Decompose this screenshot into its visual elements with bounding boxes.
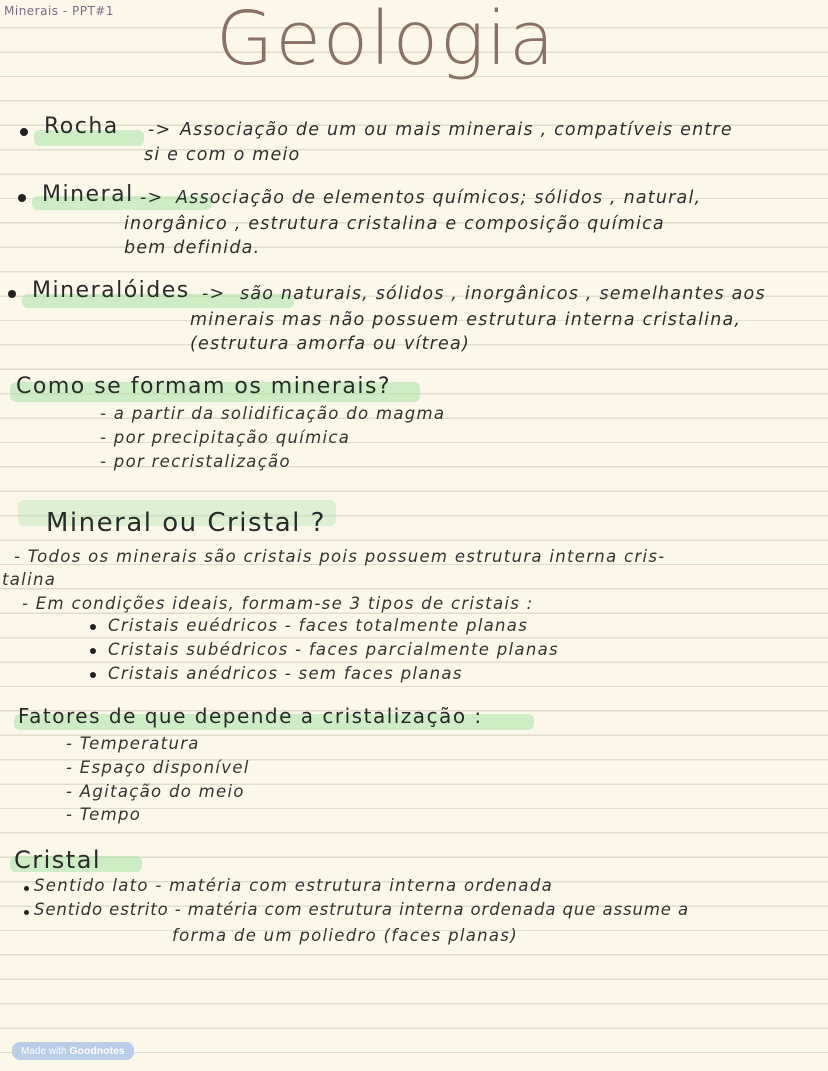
mineraloides-def-line2: minerais mas não possuem estrutura interna cristalina,	[190, 310, 742, 330]
mineral-cristal-line1: - Todos os minerais são cristais pois possuem estrutura interna cris-	[14, 547, 666, 566]
bullet-icon	[18, 194, 26, 202]
fatores-item: - Tempo	[66, 805, 142, 824]
cristal-line3: forma de um poliedro (faces planas)	[172, 926, 518, 945]
mineraloides-def-line3: (estrutura amorfa ou vítrea)	[190, 334, 470, 354]
mineraloides-def-line1: são naturais, sólidos , inorgânicos , semelhantes aos	[240, 284, 766, 304]
goodnotes-badge	[12, 1042, 134, 1060]
cristal-heading: Cristal	[14, 846, 102, 874]
term-mineral: Mineral	[42, 182, 134, 207]
mineral-cristal-line2: talina	[2, 570, 57, 589]
term-rocha: Rocha	[44, 114, 119, 139]
term-mineraloides: Mineralóides	[32, 278, 190, 303]
formacao-item: - por precipitação química	[100, 428, 351, 447]
bullet-icon	[90, 624, 96, 630]
formacao-heading: Como se formam os minerais?	[16, 374, 392, 399]
formacao-item: - a partir da solidificação do magma	[100, 404, 446, 423]
mineral-def-line3: bem definida.	[124, 238, 261, 258]
cristal-line1: Sentido lato - matéria com estrutura interna ordenada	[34, 876, 554, 895]
arrow-rocha: ->	[148, 120, 172, 140]
cristal-type: Cristais anédricos - sem faces planas	[108, 664, 463, 683]
cristal-line2: Sentido estrito - matéria com estrutura interna ordenada que assume a	[34, 900, 690, 919]
bullet-icon	[24, 910, 29, 915]
cristal-type: Cristais euédricos - faces totalmente planas	[108, 616, 529, 635]
mineral-def-line2: inorgânico , estrutura cristalina e composição química	[124, 214, 665, 234]
fatores-item: - Temperatura	[66, 734, 200, 753]
arrow-mineraloides: ->	[202, 284, 226, 304]
bullet-icon	[8, 290, 16, 298]
arrow-mineral: ->	[140, 188, 164, 208]
fatores-heading: Fatores de que depende a cristalização :	[18, 704, 483, 728]
bullet-icon	[24, 886, 29, 891]
bullet-icon	[20, 128, 28, 136]
top-note: Minerais - PPT#1	[4, 4, 114, 18]
footer-brand: Goodnotes	[69, 1045, 125, 1057]
mineral-def-line1: Associação de elementos químicos; sólidos , natural,	[176, 188, 702, 208]
rocha-def-line1: Associação de um ou mais minerais , compatíveis entre	[180, 120, 733, 140]
mineral-cristal-heading: Mineral ou Cristal ?	[46, 508, 326, 538]
cristal-type: Cristais subédricos - faces parcialmente planas	[108, 640, 559, 659]
page-title: Geologia	[216, 0, 557, 82]
bullet-icon	[90, 672, 96, 678]
footer-prefix: Made with	[21, 1046, 67, 1057]
mineral-cristal-line3: - Em condições ideais, formam-se 3 tipos de cristais :	[22, 594, 534, 613]
fatores-item: - Espaço disponível	[66, 758, 250, 777]
bullet-icon	[90, 648, 96, 654]
fatores-item: - Agitação do meio	[66, 782, 245, 801]
formacao-item: - por recristalização	[100, 452, 291, 471]
rocha-def-line2: si e com o meio	[144, 145, 301, 165]
